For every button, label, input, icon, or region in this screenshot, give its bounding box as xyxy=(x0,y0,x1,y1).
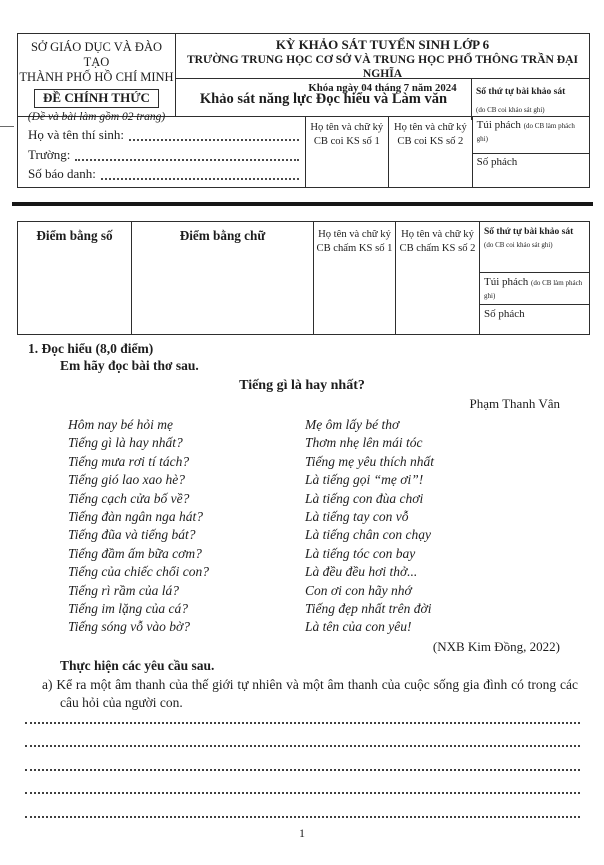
reading-instruction: Em hãy đọc bài thơ sau. xyxy=(60,358,199,373)
exam-copies-note: (Đề và bài làm gồm 02 trang) xyxy=(27,111,166,123)
answer-line xyxy=(25,771,580,795)
candidate-name-row xyxy=(28,124,299,143)
poem-line: Là đều đều hơi thở... xyxy=(305,564,418,580)
page-number: 1 xyxy=(299,826,305,840)
grader-2-cell xyxy=(396,222,480,334)
score-right-column xyxy=(480,222,589,334)
pouch-code-note: (do CB làm phách ghi) xyxy=(476,122,575,144)
survey-number-label-2: Số thứ tự bài khảo sát xyxy=(484,227,574,237)
poem-line: Thơm nhẹ lên mái tóc xyxy=(305,435,423,451)
survey-number-label: Số thứ tự bài khảo sát xyxy=(476,87,566,97)
candidate-name-label: Họ và tên thí sinh: xyxy=(28,127,125,143)
poem-line: Tiếng gió lao xao hè? xyxy=(68,472,185,488)
poem-line: Là tên của con yêu! xyxy=(305,619,412,635)
poem-line: Là tiếng con đùa chơi xyxy=(305,490,424,506)
exam-header-table xyxy=(17,33,590,188)
candidate-number-row xyxy=(28,163,299,182)
subject-row xyxy=(176,79,589,120)
exam-school-title: TRƯỜNG TRUNG HỌC CƠ SỞ VÀ TRUNG HỌC PHỔ THÔNG TRẦN ĐẠI NGHĨA xyxy=(186,52,579,81)
candidate-number-label: Số báo danh: xyxy=(28,165,96,181)
grader-2-label: Họ tên và chữ ký CB chấm KS số 2 xyxy=(399,229,476,254)
pouch-code-cell xyxy=(473,117,589,153)
school-label: Trường: xyxy=(28,146,71,162)
poem-line: Con ơi con hãy nhớ xyxy=(305,582,412,598)
candidate-info-cell xyxy=(18,117,305,187)
poem-column-right xyxy=(305,416,604,637)
exam-date: Khóa ngày 04 tháng 7 năm 2024 xyxy=(308,81,457,94)
dotted-field xyxy=(129,139,298,141)
header-top-section xyxy=(18,34,589,123)
official-exam-box: ĐỀ CHÍNH THỨC xyxy=(34,89,159,108)
poem-line: Hôm nay bé hỏi mẹ xyxy=(68,417,173,432)
proctor-1-cell: Họ tên và chữ ký CB coi KS số 1 xyxy=(305,117,389,187)
dotted-field xyxy=(75,159,298,161)
poem-line: Mẹ ôm lấy bé thơ xyxy=(305,417,400,432)
poem-line: Tiếng gì là hay nhất? xyxy=(68,435,183,451)
poem-line: Tiếng mẹ yêu thích nhất xyxy=(305,453,434,469)
poem-line: Tiếng đẹp nhất trên đời xyxy=(305,601,432,617)
poem-line: Tiếng sóng vỗ vào bờ? xyxy=(68,619,190,635)
survey-number-note: (do CB coi khảo sát ghi) xyxy=(476,106,545,115)
pouch-code-label-2: Túi phách xyxy=(484,276,529,288)
grader-1-label: Họ tên và chữ ký CB chấm KS số 1 xyxy=(316,229,393,254)
issuer-line-2: THÀNH PHỐ HỒ CHÍ MINH xyxy=(19,70,174,84)
score-table xyxy=(17,221,590,335)
school-row xyxy=(28,143,299,162)
question-a: a) Kể ra một âm thanh của thế giới tự nhiên và một âm thanh của cuộc sống gia đình có trong các câu hỏi của người con. xyxy=(42,676,578,710)
poem-line: Tiếng mưa rơi tí tách? xyxy=(68,453,190,469)
section-1-heading: 1. Đọc hiểu (8,0 điểm) xyxy=(28,341,154,356)
slip-code-cell: Số phách xyxy=(473,153,589,187)
header-right-column xyxy=(472,117,589,187)
cut-separator-line xyxy=(12,202,593,206)
poem-block xyxy=(68,416,604,637)
tasks-instruction: Thực hiện các yêu cầu sau. xyxy=(60,657,215,673)
pouch-code-cell-2 xyxy=(480,272,589,304)
candidate-row xyxy=(18,116,589,187)
poem-line: Là tiếng chân con chạy xyxy=(305,527,431,543)
proctor-2-cell: Họ tên và chữ ký CB coi KS số 2 xyxy=(388,117,472,187)
survey-number-cell xyxy=(471,79,589,120)
answer-area xyxy=(25,712,580,818)
score-number-cell xyxy=(18,222,132,334)
answer-line xyxy=(25,712,580,724)
pouch-code-label: Túi phách xyxy=(476,119,521,131)
poem-line: Tiếng rì rầm của lá? xyxy=(68,582,180,598)
issuer-cell xyxy=(18,34,176,123)
dotted-field xyxy=(101,178,299,180)
poem-column-left xyxy=(68,416,305,637)
poem-author: Phạm Thanh Vân xyxy=(469,396,560,411)
poem-line: Tiếng của chiếc chổi con? xyxy=(68,564,209,580)
poem-line: Tiếng đầm ấm bữa cơm? xyxy=(68,545,202,561)
poem-source: (NXB Kim Đồng, 2022) xyxy=(432,638,560,654)
poem-line: Tiếng im lặng của cá? xyxy=(68,601,188,617)
grader-1-cell xyxy=(314,222,396,334)
poem-line: Là tiếng tóc con bay xyxy=(305,545,416,561)
poem-line: Là tiếng tay con vỗ xyxy=(305,509,409,525)
score-words-cell xyxy=(132,222,314,334)
header-right-area xyxy=(176,34,589,116)
pouch-code-note-2: (do CB làm phách ghi) xyxy=(484,279,583,301)
score-words-label: Điểm bằng chữ xyxy=(179,228,266,243)
subject-title: Khảo sát năng lực Đọc hiểu và Làm văn xyxy=(199,90,448,107)
poem-title: Tiếng gì là hay nhất? xyxy=(239,378,365,393)
poem-line: Tiếng đũa và tiếng bát? xyxy=(68,527,196,543)
survey-number-note-2: (do CB coi khảo sát ghi) xyxy=(484,241,553,250)
answer-line xyxy=(25,724,580,748)
score-number-label: Điểm bằng số xyxy=(36,228,113,243)
poem-line: Là tiếng gọi “mẹ ơi”! xyxy=(305,472,424,488)
issuer-line-1: SỞ GIÁO DỤC VÀ ĐÀO TẠO xyxy=(30,40,163,69)
answer-line xyxy=(25,747,580,771)
exam-session-title: KỲ KHẢO SÁT TUYỂN SINH LỚP 6 xyxy=(275,37,490,52)
poem-line: Tiếng cạch cửa bố về? xyxy=(68,490,190,506)
poem-line: Tiếng đàn ngân nga hát? xyxy=(68,509,204,525)
margin-tick xyxy=(0,126,14,127)
exam-body xyxy=(0,340,604,818)
answer-line xyxy=(25,794,580,818)
survey-number-cell-2 xyxy=(480,222,589,272)
slip-code-cell-2: Số phách xyxy=(480,304,589,334)
